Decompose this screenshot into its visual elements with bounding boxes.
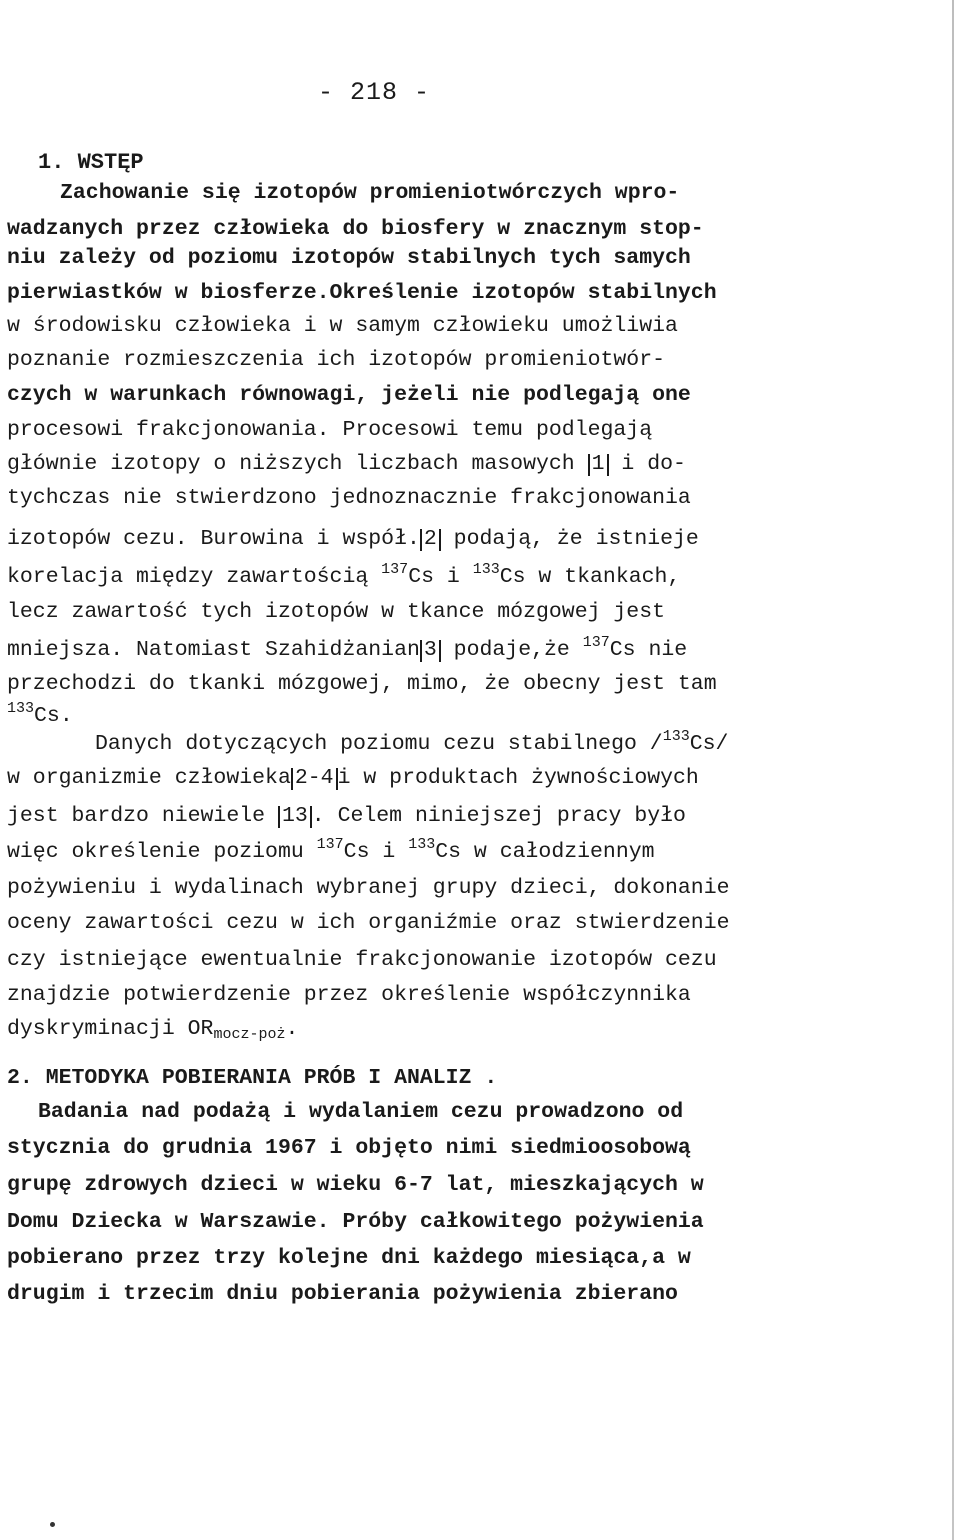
- text-fragment: Cs/: [689, 732, 729, 756]
- text-line: grupę zdrowych dzieci w wieku 6-7 lat, mieszkających w: [7, 1173, 704, 1197]
- text-line: drugim i trzecim dniu pobierania pożywienia zbierano: [7, 1282, 678, 1306]
- section-2-heading: 2. METODYKA POBIERANIA PRÓB I ANALIZ .: [7, 1066, 498, 1090]
- text-line: [7, 700, 73, 728]
- citation: 13: [278, 806, 312, 828]
- text-line: [7, 561, 681, 589]
- text-line: poznanie rozmieszczenia ich izotopów promieniotwór-: [7, 348, 666, 372]
- text-line: wadzanych przez człowieka do biosfery w znacznym stop-: [7, 217, 704, 241]
- text-fragment: . Celem niniejszej pracy było: [311, 804, 686, 828]
- text-fragment: podają, że istnieje: [440, 527, 699, 551]
- text-line: [95, 728, 729, 756]
- subscript: mocz-poż: [213, 1026, 286, 1043]
- isotope-mass: 137: [316, 836, 344, 853]
- text-fragment: podaje,że: [440, 638, 583, 662]
- text-line: pobierano przez trzy kolejne dni każdego miesiąca,a w: [7, 1246, 691, 1270]
- text-line: Badania nad podażą i wydalaniem cezu prowadzono od: [38, 1100, 684, 1124]
- text-line: [7, 768, 699, 790]
- text-fragment: Cs i: [343, 840, 409, 864]
- text-fragment: i do-: [608, 452, 686, 476]
- citation: 3: [420, 640, 441, 662]
- citation: 2-4: [291, 768, 338, 790]
- text-fragment: Cs nie: [609, 638, 688, 662]
- text-line: [7, 836, 655, 864]
- page-edge-shadow: [952, 0, 954, 1540]
- text-fragment: mniejsza. Natomiast Szahidżanian: [7, 638, 420, 662]
- text-line: Domu Dziecka w Warszawie. Próby całkowitego pożywienia: [7, 1210, 704, 1234]
- text-line: [7, 1019, 298, 1041]
- text-line: oceny zawartości cezu w ich organiźmie oraz stwierdzenie: [7, 911, 730, 935]
- text-fragment: Cs i: [408, 565, 473, 589]
- text-line: lecz zawartość tych izotopów w tkance mózgowej jest: [7, 600, 666, 624]
- text-fragment: Cs.: [34, 704, 73, 728]
- text-fragment: głównie izotopy o niższych liczbach masowych: [7, 452, 588, 476]
- isotope-mass: 133: [662, 728, 690, 745]
- text-line: Zachowanie się izotopów promieniotwórczych wpro-: [60, 181, 680, 205]
- citation: 2: [420, 529, 441, 551]
- isotope-mass: 133: [408, 836, 436, 853]
- text-line: [7, 529, 699, 551]
- text-line: przechodzi do tkanki mózgowej, mimo, że obecny jest tam: [7, 672, 717, 696]
- text-line: pierwiastków w biosferze.Określenie izotopów stabilnych: [7, 281, 717, 305]
- text-fragment: Danych dotyczących poziomu cezu stabilnego /: [95, 732, 663, 756]
- text-line: niu zależy od poziomu izotopów stabilnych tych samych: [7, 246, 691, 270]
- section-1-heading: 1. WSTĘP: [38, 150, 144, 175]
- isotope-mass: 137: [582, 634, 610, 651]
- text-line: tychczas nie stwierdzono jednoznacznie frakcjonowania: [7, 486, 691, 510]
- isotope-mass: 137: [381, 561, 409, 578]
- citation: 1: [588, 454, 609, 476]
- text-line: [7, 634, 688, 662]
- text-fragment: izotopów cezu. Burowina i współ.: [7, 527, 420, 551]
- text-line: pożywieniu i wydalinach wybranej grupy dzieci, dokonanie: [7, 876, 730, 900]
- text-fragment: jest bardzo niewiele: [7, 804, 278, 828]
- text-line: znajdzie potwierdzenie przez określenie współczynnika: [7, 983, 691, 1007]
- text-fragment: Cs w całodziennym: [435, 840, 655, 864]
- text-fragment: w organizmie człowieka: [7, 766, 291, 790]
- text-line: procesowi frakcjonowania. Procesowi temu podlegają: [7, 418, 653, 442]
- text-line: czy istniejące ewentualnie frakcjonowanie izotopów cezu: [7, 948, 717, 972]
- text-line: w środowisku człowieka i w samym człowieku umożliwia: [7, 314, 678, 338]
- text-line: [7, 806, 686, 828]
- text-fragment: korelacja między zawartością: [7, 565, 382, 589]
- scan-speck: [50, 1522, 55, 1527]
- text-line: [7, 454, 686, 476]
- page-number: - 218 -: [318, 78, 431, 107]
- text-line: czych w warunkach równowagi, jeżeli nie podlegają one: [7, 383, 691, 407]
- text-fragment: Cs w tkankach,: [499, 565, 681, 589]
- text-fragment: .: [285, 1017, 299, 1041]
- isotope-mass: 133: [7, 700, 35, 717]
- isotope-mass: 133: [472, 561, 500, 578]
- text-fragment: więc określenie poziomu: [7, 840, 317, 864]
- text-line: stycznia do grudnia 1967 i objęto nimi siedmioosobową: [7, 1136, 691, 1160]
- text-fragment: i w produktach żywnościowych: [337, 766, 699, 790]
- text-fragment: dyskryminacji OR: [7, 1017, 214, 1041]
